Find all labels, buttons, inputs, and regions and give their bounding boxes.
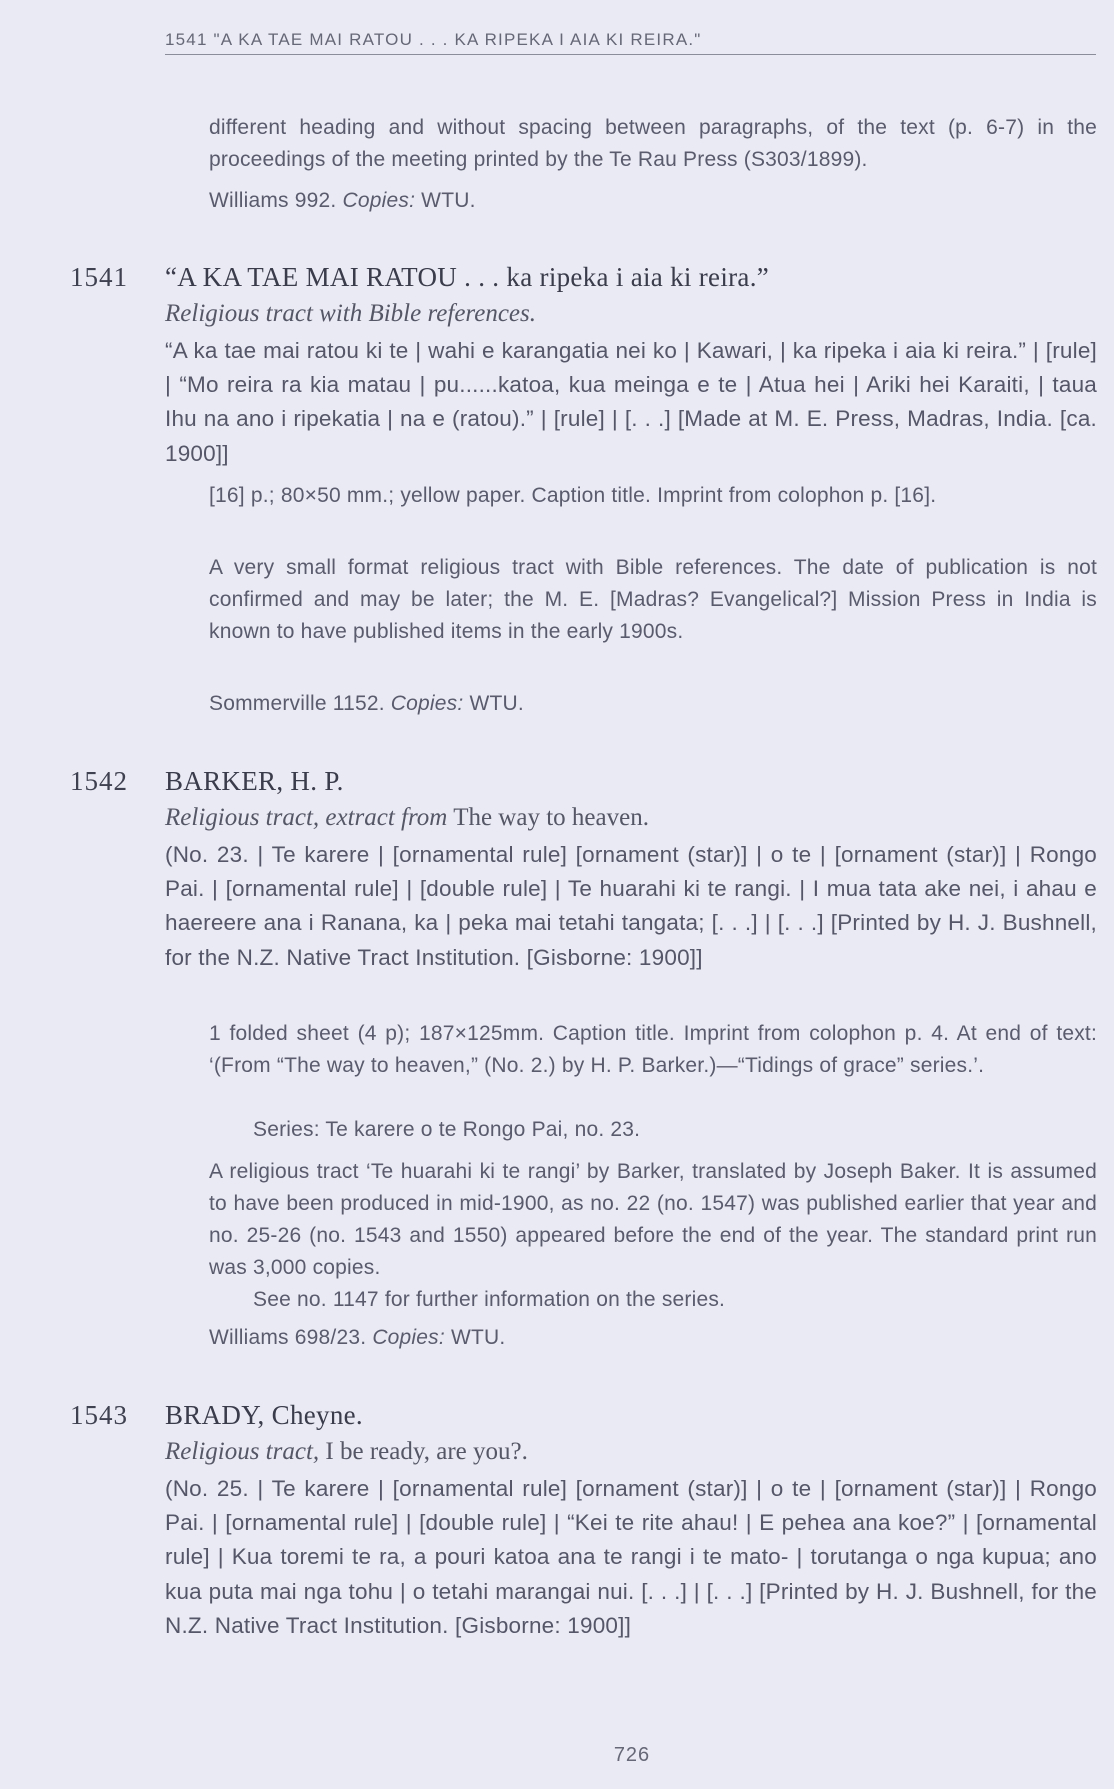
copies-label: Copies: (372, 1326, 445, 1349)
entry-transcription: (No. 23. | Te karere | [ornamental rule] [ornament (star)] | o te | [ornament (star)] | Rongo Pai. | [ornamental rule] | [double rule] | Te huarahi ki te rangi. | I mua tata ake nei, i ahau e haereere ana i Ranana, ka | peka mai tetahi tangata; [. . .] | [. . .] [Printed by H. J. Bushnell, for the N.Z. Native Tract Institution. [Gisborne: 1900]] (165, 842, 1097, 970)
entry-reference: Williams 698/23. Copies: WTU. (209, 1326, 506, 1349)
entry-genre: Religious tract with Bible references. (165, 300, 536, 327)
entry-reference: Sommerville 1152. Copies: WTU. (209, 692, 524, 715)
copies-label: Copies: (390, 692, 464, 715)
entry-genre: Religious tract, extract from The way to heaven. (165, 804, 649, 831)
entry-collation: [16] p.; 80×50 mm.; yellow paper. Caption title. Imprint from colophon p. [16]. (209, 484, 937, 507)
entry-heading: “A KA TAE MAI RATOU . . . ka ripeka i aia ki reira.” (165, 262, 770, 292)
page-number: 726 (613, 1744, 651, 1766)
entry-note: A religious tract ‘Te huarahi ki te rangi’ by Barker, translated by Joseph Baker. It is assumed to have been produced in mid-1900, as no. 22 (no. 1547) was published earlier that year and no. 25-26 (no. 1543 and 1550) appeared before the end of the year. The standard print run was 3,000 copies. (209, 1160, 1097, 1279)
entry-number: 1541 (70, 262, 128, 292)
entry-genre: Religious tract, I be ready, are you?. (165, 1438, 528, 1465)
copies-label: Copies: (342, 189, 416, 212)
entry-note: A very small format religious tract with Bible references. The date of publication is not confirmed and may be later; the M. E. [Madras? Evangelical?] Mission Press in India is known to have published items in the early 1900s. (209, 556, 1097, 643)
entry-number: 1542 (70, 766, 128, 796)
entry-see-also: See no. 1147 for further information on the series. (253, 1288, 726, 1311)
copies-holding: WTU. (421, 189, 476, 212)
copies-holding: WTU. (450, 1326, 506, 1349)
continuation-reference: Williams 992. Copies: WTU. (209, 189, 476, 212)
entry-heading: BARKER, H. P. (165, 766, 344, 796)
entry-heading: BRADY, Cheyne. (165, 1400, 363, 1430)
entry-number: 1543 (70, 1400, 128, 1430)
copies-holding: WTU. (469, 692, 524, 715)
continuation-note: different heading and without spacing between paragraphs, of the text (p. 6-7) in the proceedings of the meeting printed by the Te Rau Press (S303/1899). (209, 116, 1097, 171)
entry-collation: 1 folded sheet (4 p); 187×125mm. Caption title. Imprint from colophon p. 4. At end of text: ‘(From “The way to heaven,” (No. 2.) by H. P. Barker.)—“Tidings of grace” series.’. (209, 1022, 1097, 1077)
entry-series: Series: Te karere o te Rongo Pai, no. 23. (253, 1118, 641, 1141)
running-head: 1541 "A KA TAE MAI RATOU . . . KA RIPEKA I AIA KI REIRA." (165, 30, 1096, 55)
entry-transcription: (No. 25. | Te karere | [ornamental rule] [ornament (star)] | o te | [ornament (star)] | Rongo Pai. | [ornamental rule] | [double rule] | “Kei te rite ahau! | E pehea ana koe?” | [ornamental rule] | Kua toremi te ra, a pouri katoa ana te rangi i te mato- | torutanga o nga kupua; ano kua puta mai nga tohu | o tetahi marangai nui. [. . .] | [. . .] [Printed by H. J. Bushnell, for the N.Z. Native Tract Institution. [Gisborne: 1900]] (165, 1476, 1097, 1638)
entry-transcription: “A ka tae mai ratou ki te | wahi e karangatia nei ko | Kawari, | ka ripeka i aia ki reira.” | [rule] | “Mo reira ra kia matau | pu......katoa, kua meinga e te | Atua hei | Ariki hei Karaiti, | taua Ihu na ano i ripekatia | na e (ratou).” | [rule] | [. . .] [Made at M. E. Press, Madras, India. [ca. 1900]] (165, 338, 1097, 466)
